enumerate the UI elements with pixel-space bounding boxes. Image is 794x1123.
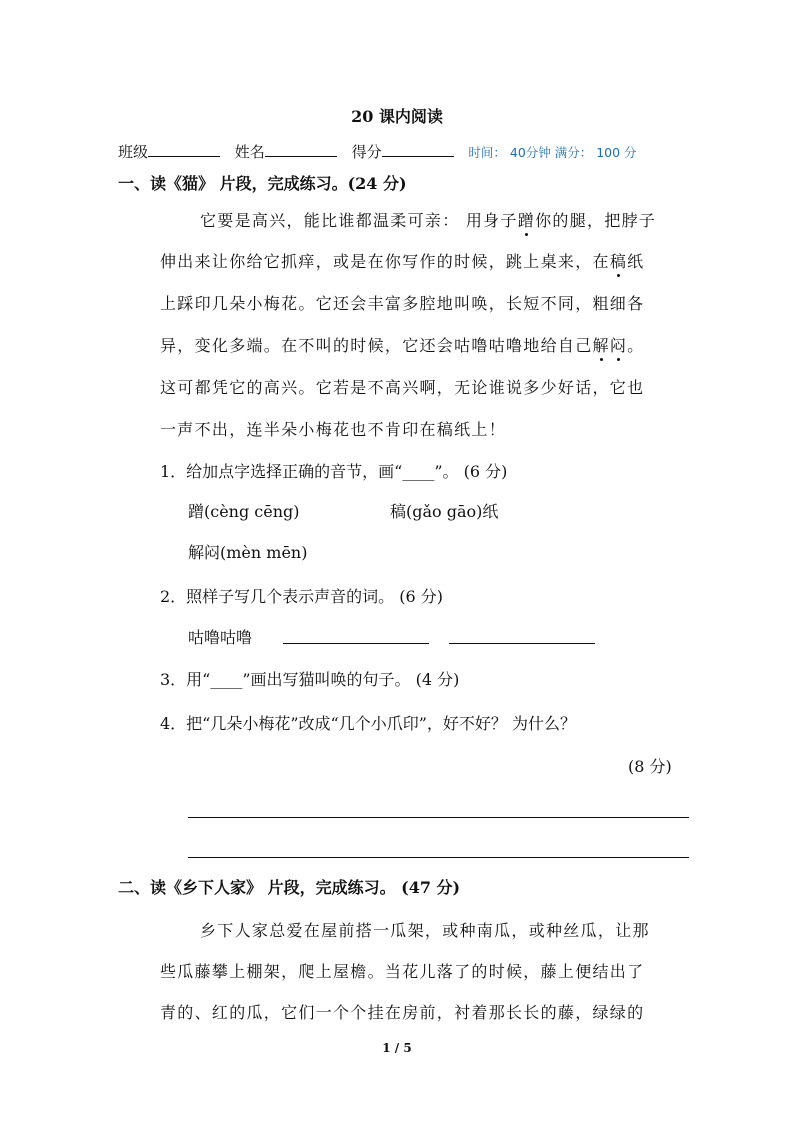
section-2-heading: 二、读《乡下人家》 片段，完成练习。 (47 分) — [118, 878, 461, 897]
passage2-line-2: 些瓜藤攀上棚架，爬上屋檐。当花儿落了的时候，藤上便结出了 — [160, 962, 645, 981]
q4-answer-line-1[interactable] — [188, 817, 689, 818]
question-3: 3．用“____”画出写猫叫唤的句子。 (4 分) — [160, 670, 460, 689]
passage-line-6: 一声不出，连半朵小梅花也不肯印在稿纸上！ — [160, 420, 507, 439]
name-blank[interactable] — [265, 142, 337, 157]
name-label: 姓名 — [234, 143, 265, 161]
class-blank[interactable] — [148, 142, 220, 157]
page-number: 1 / 5 — [382, 1041, 412, 1055]
q4-answer-line-2[interactable] — [188, 857, 689, 858]
dotted-char-men: 闷 — [610, 333, 627, 356]
passage-line-4: 异，变化多端。在不叫的时候，它还会咕噜咕噜地给自己解闷。 — [160, 333, 644, 356]
q1-option-men[interactable]: 解闷(mèn mēn) — [188, 543, 308, 562]
score-blank[interactable] — [382, 142, 454, 157]
passage-line-2: 伸出来让你给它抓痒，或是在你写作的时候，跳上桌来，在稿纸 — [160, 249, 644, 272]
class-label: 班级 — [118, 143, 149, 161]
time-info: 时间： 40分钟 满分： 100 分 — [468, 145, 637, 160]
dotted-char-jie: 解 — [593, 333, 610, 356]
q2-answer-line-1[interactable] — [283, 643, 429, 644]
passage-line-1: 它要是高兴，能比谁都温柔可亲： 用身子蹭你的腿，把脖子 — [200, 208, 656, 231]
section-1-heading: 一、读《猫》 片段，完成练习。(24 分) — [118, 174, 407, 193]
q1-option-gao[interactable]: 稿(gǎo gāo)纸 — [390, 502, 499, 521]
info-row — [118, 141, 637, 162]
dotted-char-ceng: 蹭 — [518, 208, 535, 231]
page-title: 20 课内阅读 — [351, 107, 443, 126]
question-2: 2．照样子写几个表示声音的词。 (6 分) — [160, 587, 444, 606]
passage-line-3: 上踩印几朵小梅花。它还会丰富多腔地叫唤，长短不同，粗细各 — [160, 294, 645, 313]
question-1: 1．给加点字选择正确的音节，画“____”。 (6 分) — [160, 462, 508, 481]
q2-example: 咕噜咕噜 — [188, 628, 253, 647]
passage2-line-1: 乡下人家总爱在屋前搭一瓜架，或种南瓜，或种丝瓜，让那 — [200, 921, 650, 940]
q2-answer-line-2[interactable] — [449, 643, 595, 644]
passage2-line-3: 青的、红的瓜，它们一个个挂在房前，衬着那长长的藤，绿绿的 — [160, 1003, 645, 1022]
score-label: 得分 — [351, 143, 382, 161]
dotted-char-gao: 稿 — [610, 249, 627, 272]
question-4: 4．把“几朵小梅花”改成“几个小爪印”，好不好？ 为什么？ — [160, 714, 576, 733]
question-4-score: (8 分) — [628, 757, 672, 776]
passage-line-5: 这可都凭它的高兴。它若是不高兴啊，无论谁说多少好话，它也 — [160, 378, 645, 397]
q1-option-ceng[interactable]: 蹭(cèng cēng) — [188, 502, 300, 521]
